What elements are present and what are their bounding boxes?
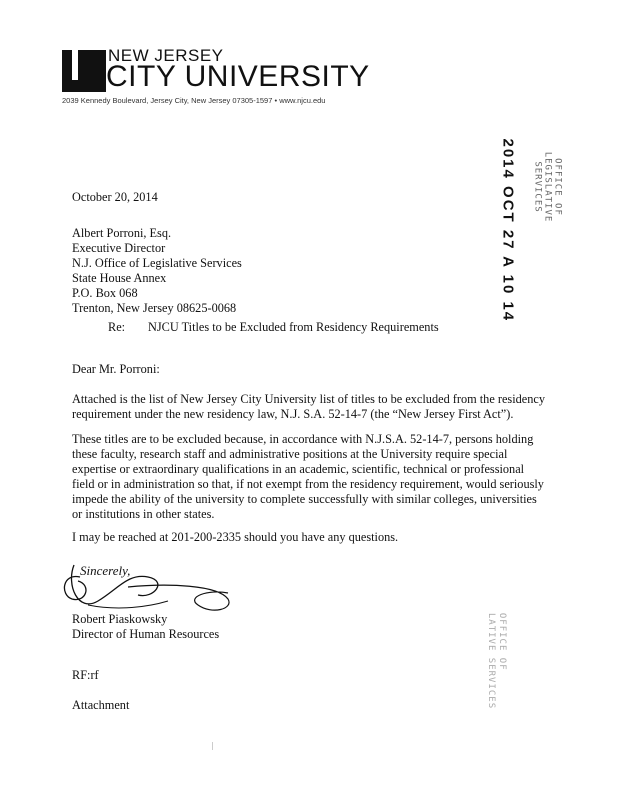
addressee-block	[72, 226, 242, 316]
body-paragraph: Attached is the list of New Jersey City University list of titles to be excluded from the residency requirement under the new residency law, N.J. S.A. 52-14-7 (the “New Jersey First Act”).	[72, 392, 545, 421]
office-stamp: OFFICE OF LEGISLATIVE SERVICES	[532, 151, 563, 223]
njcu-logo-icon	[62, 50, 106, 92]
salutation: Dear Mr. Porroni:	[72, 362, 160, 376]
signer-name: Robert Piaskowsky	[72, 612, 168, 626]
addressee-line: State House Annex	[72, 271, 167, 285]
subject-line: NJCU Titles to be Excluded from Residency Requirements	[148, 320, 439, 334]
enclosure-note: Attachment	[72, 698, 130, 712]
addressee-line: N.J. Office of Legislative Services	[72, 256, 242, 270]
letter-date: October 20, 2014	[72, 190, 158, 204]
org-address: 2039 Kennedy Boulevard, Jersey City, New Jersey 07305-1597 • www.njcu.edu	[62, 96, 326, 105]
addressee-line: Executive Director	[72, 241, 166, 255]
subject-label: Re:	[108, 320, 126, 334]
addressee-line: Trenton, New Jersey 08625-0068	[72, 301, 237, 315]
org-name-line2: CITY UNIVERSITY	[106, 60, 370, 93]
received-date-stamp: 2014 OCT 27 A 10 14	[499, 138, 517, 323]
signature-sincerely: Sincerely,	[80, 563, 131, 578]
addressee-line: P.O. Box 068	[72, 286, 138, 300]
scan-mark	[212, 742, 213, 750]
reference-initials: RF:rf	[72, 668, 99, 682]
faint-office-stamp: OFFICE OF LATIVE SERVICES	[486, 612, 508, 710]
addressee-line: Albert Porroni, Esq.	[72, 226, 172, 240]
body-paragraph: I may be reached at 201-200-2335 should you have any questions.	[72, 530, 399, 544]
body-paragraph: These titles are to be excluded because, in accordance with N.J.S.A. 52-14-7, persons holding these faculty, research staff and administrative positions at the University require special expertise or extraordinary qualifications in an academic, scientific, technical or professional field or in administration so that, if not exempt from the residency requirement, would seriously impede the ability of the university to complete successfully with similar colleges, universities or institutions in other states.	[72, 432, 544, 521]
signer-title: Director of Human Resources	[72, 627, 220, 641]
org-name-line1: NEW JERSEY	[108, 46, 224, 65]
